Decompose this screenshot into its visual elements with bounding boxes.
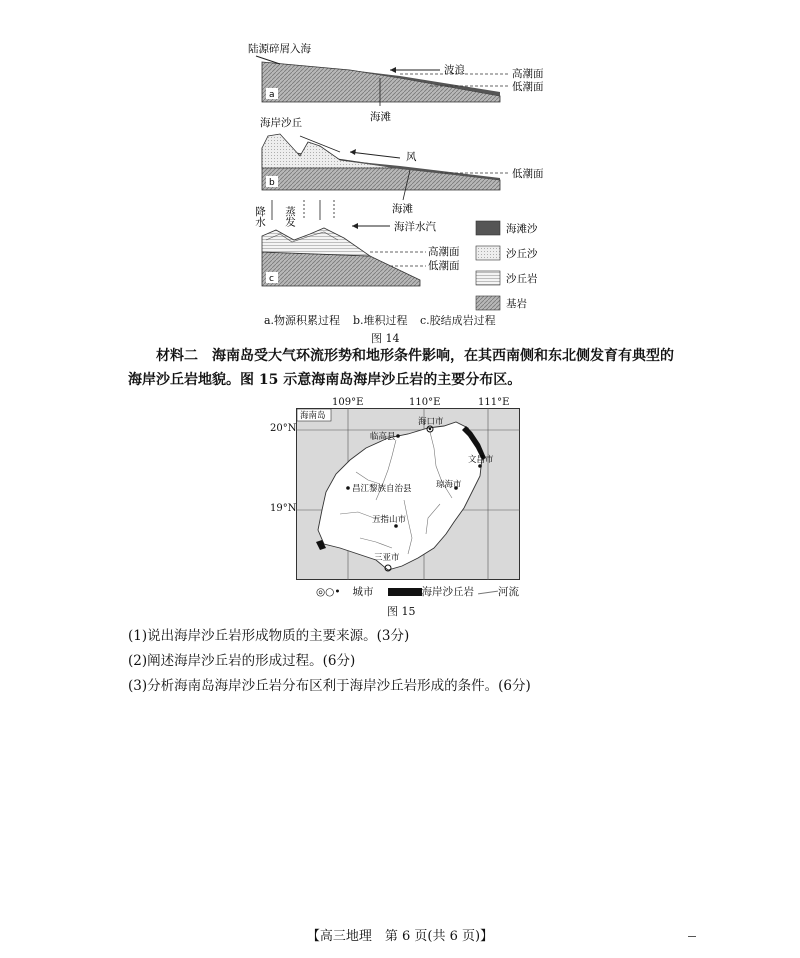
city-wuzhishan: 五指山市 [372, 515, 407, 525]
panel-b-beach-label: 海滩 [392, 203, 413, 215]
panel-c-vapor-label: 海洋水汽 [394, 221, 436, 233]
panel-a-low-tide-label: 低潮面 [512, 81, 544, 93]
map-lon-label-110: 110°E [409, 397, 441, 408]
page-footer: 【高三地理 第 6 页(共 6 页)】 [306, 929, 494, 944]
question-3: (3)分析海南岛海岸沙丘岩分布区利于海岸沙丘岩形成的条件。(6分) [128, 678, 531, 694]
city-haikou: 海口市 [418, 417, 444, 427]
question-1: (1)说出海岸沙丘岩形成物质的主要来源。(3分) [128, 628, 410, 644]
panel-b-wind-label: 风 [406, 151, 417, 163]
legend-label-beach-sand: 海滩沙 [506, 223, 538, 235]
figure-14-caption-a: a.物源积累过程 [264, 314, 341, 327]
figure-14-caption-c: c.胶结成岩过程 [420, 314, 496, 327]
panel-b-tag: b [269, 178, 275, 188]
legend-dune-rock-label: 海岸沙丘岩 [421, 586, 475, 598]
city-wenchang: 文昌市 [468, 455, 494, 465]
panel-a-beach-label: 海滩 [370, 111, 391, 123]
material-two-line-1 [128, 344, 688, 368]
panel-a-source-label: 陆源碎屑入海 [248, 43, 311, 55]
figure-14-legend [476, 221, 538, 310]
material-two-text-1: 海南岛受大气环流形势和地形条件影响，在其西南侧和东北侧发育有典型的 [212, 348, 674, 364]
map-lat-label-19: 19°N [270, 503, 297, 514]
panel-b-dune-sand [262, 134, 400, 168]
legend-label-bedrock: 基岩 [506, 298, 527, 310]
panel-b-dune-label: 海岸沙丘 [260, 117, 302, 129]
panel-c-rain-label: 降水 [254, 206, 266, 227]
city-sanya: 三亚市 [374, 553, 400, 563]
map-lat-label-20: 20°N [270, 423, 297, 434]
marker-changjiang [346, 486, 350, 490]
map-lon-label-109: 109°E [332, 397, 364, 408]
panel-a-wave-label: 波浪 [444, 64, 465, 76]
figure-14-title: 图 14 [371, 332, 400, 345]
legend-city-label: 城市 [352, 586, 374, 598]
map-legend [316, 584, 536, 598]
panel-b [260, 116, 544, 215]
corner-mark [688, 936, 696, 937]
panel-c-evap-label: 蒸发 [284, 206, 296, 227]
panel-c-low-tide-label: 低潮面 [428, 260, 460, 272]
city-qionghai: 琼海市 [436, 480, 462, 490]
panel-a-high-tide-label: 高潮面 [512, 68, 544, 80]
legend-label-dune-rock: 沙丘岩 [506, 273, 538, 285]
legend-swatch-bedrock [476, 296, 500, 310]
panel-b-wind-arrow [350, 152, 400, 158]
marker-lingao [396, 434, 400, 438]
city-changjiang: 昌江黎族自治县 [352, 484, 412, 494]
legend-swatch-beach-sand [476, 221, 500, 235]
hainan-map [296, 408, 520, 580]
panel-c-tag: c [269, 274, 274, 284]
legend-label-dune-sand: 沙丘沙 [506, 248, 538, 260]
panel-a-tag: a [269, 90, 275, 100]
material-two-line-2: 海岸沙丘岩地貌。图 15 示意海南岛海岸沙丘岩的主要分布区。 [128, 372, 522, 388]
panel-c-dune-rock [262, 228, 370, 256]
panel-c-high-tide-label: 高潮面 [428, 246, 460, 258]
material-two-paragraph [128, 344, 688, 392]
legend-swatch-dune-rock [476, 271, 500, 285]
legend-river-icon [478, 590, 498, 594]
legend-dune-rock-swatch [388, 588, 422, 596]
panel-b-low-tide-label: 低潮面 [512, 168, 544, 180]
figure-14-caption-b: b.堆积过程 [353, 314, 408, 327]
question-2: (2)阐述海岸沙丘岩的形成过程。(6分) [128, 653, 356, 669]
city-lingao: 临高县 [370, 432, 396, 442]
figure-14-diagram [240, 40, 570, 330]
map-lon-label-111: 111°E [478, 397, 510, 408]
panel-c-bedrock [262, 252, 420, 286]
panel-c [254, 200, 460, 286]
panel-a [248, 42, 544, 123]
legend-swatch-dune-sand [476, 246, 500, 260]
figure-15-title: 图 15 [387, 605, 416, 618]
legend-river-label: 河流 [498, 586, 520, 598]
material-two-lead: 材料二 [156, 348, 198, 364]
legend-city-symbols: ◎○• [316, 586, 341, 598]
map-corner-label: 海南岛 [300, 411, 326, 421]
